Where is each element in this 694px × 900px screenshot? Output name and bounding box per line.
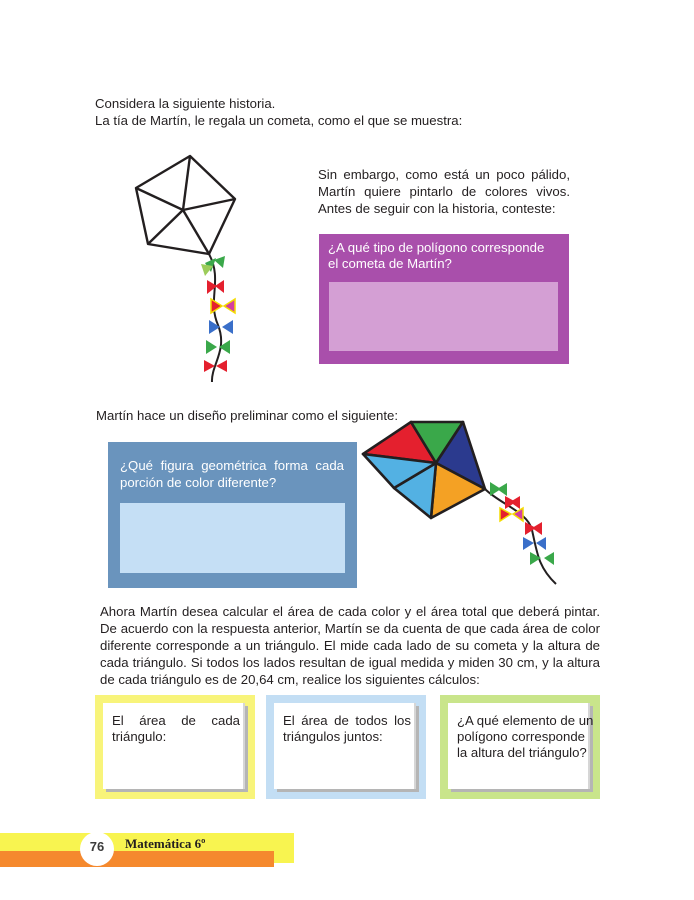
question-line: ¿A qué tipo de polígono corresponde <box>328 240 545 255</box>
question-card-area-triangle <box>95 695 255 799</box>
card-line: El área de todos los <box>283 713 411 728</box>
story-line: Antes de seguir con la historia, conteste: <box>318 201 556 216</box>
card-question-text <box>112 713 240 745</box>
question-line: porción de color diferente? <box>120 475 277 490</box>
story-line: Sin embargo, como está un poco pálido, <box>318 167 570 182</box>
problem-paragraph <box>100 603 600 688</box>
story-text <box>318 166 570 217</box>
kite-tail-bows <box>490 482 554 565</box>
card-question-text <box>457 713 594 761</box>
answer-field-area-triangle[interactable] <box>103 703 245 789</box>
paragraph-line: Ahora Martín desea calcular el área de cada color y el área total que deberá pintar. <box>100 604 600 619</box>
intro-text <box>95 95 515 129</box>
question-polygon-text <box>328 240 562 272</box>
card-line: El área de cada <box>112 713 240 728</box>
answer-field-polygon[interactable] <box>329 282 558 351</box>
story-line: Martín quiere pintarlo de colores vivos. <box>318 184 570 199</box>
page-number: 76 <box>89 839 105 854</box>
colored-kite-illustration <box>360 412 580 597</box>
intro-line: La tía de Martín, le regala un cometa, como el que se muestra: <box>95 113 463 128</box>
paragraph-line: de cada triángulo es de 20,64 cm, realice los siguientes cálculos: <box>100 672 480 687</box>
question-figure-text <box>120 457 344 491</box>
question-figure-box <box>108 442 357 588</box>
question-line: el cometa de Martín? <box>328 256 452 271</box>
card-line: la altura del triángulo? <box>457 745 587 760</box>
paragraph-line: diferente corresponde a un triángulo. El mide cada lado de su cometa y la altura de <box>100 638 600 653</box>
outline-kite-illustration <box>125 150 255 390</box>
answer-field-figure[interactable] <box>120 503 345 573</box>
question-polygon-box <box>319 234 569 364</box>
question-line: ¿Qué figura geométrica forma cada <box>120 458 344 473</box>
design-text: Martín hace un diseño preliminar como el siguiente: <box>96 408 399 423</box>
card-line: triángulos juntos: <box>283 729 383 744</box>
intro-line: Considera la siguiente historia. <box>95 96 276 111</box>
card-line: ¿A qué elemento de un <box>457 713 594 728</box>
card-line: triángulo: <box>112 729 167 744</box>
card-question-text <box>283 713 411 745</box>
paragraph-line: cada triángulo. Si todos los lados resultan de igual medida y miden 30 cm, y la altura <box>100 655 600 670</box>
card-line: polígono corresponde <box>457 729 585 744</box>
answer-field-area-all[interactable] <box>274 703 416 789</box>
footer-band-orange <box>0 851 274 867</box>
question-card-height <box>440 695 600 799</box>
paragraph-line: De acuerdo con la respuesta anterior, Martín se da cuenta de que cada área de color <box>100 621 600 636</box>
answer-field-height[interactable] <box>448 703 594 789</box>
book-title: Matemática 6º <box>125 836 206 851</box>
question-card-area-all <box>266 695 426 799</box>
